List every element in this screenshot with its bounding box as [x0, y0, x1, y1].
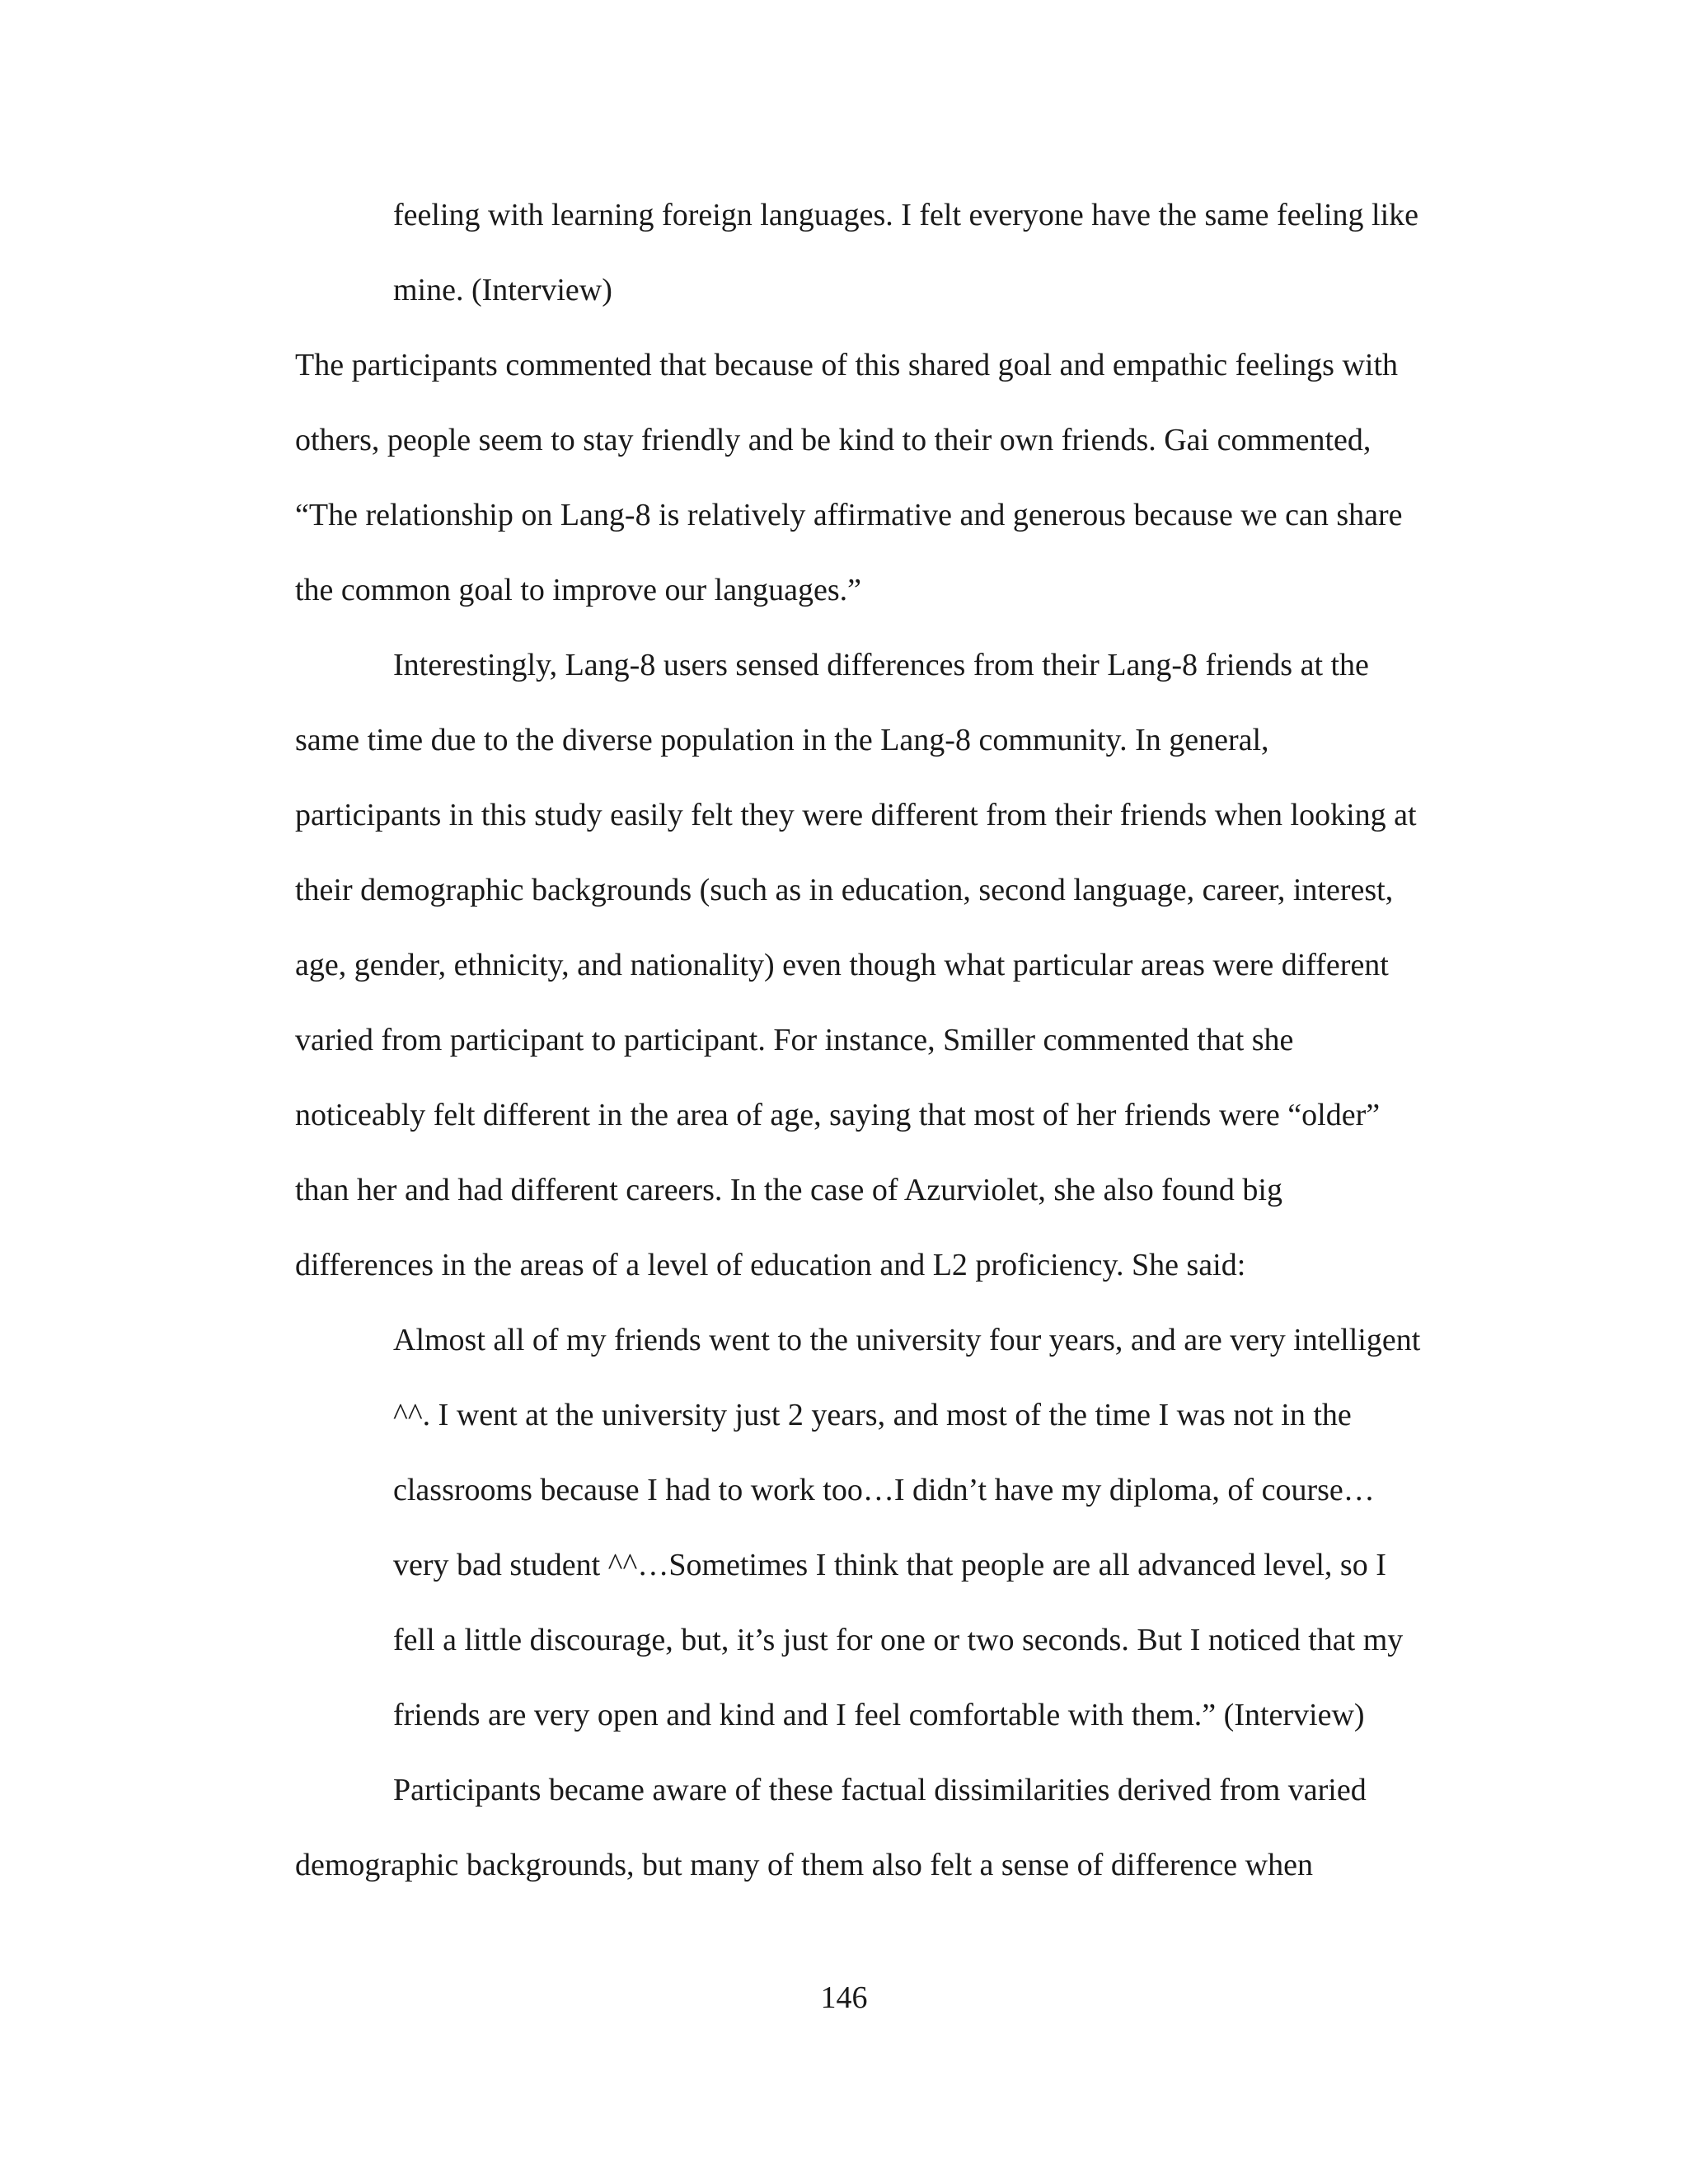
quote-line: ^^. I went at the university just 2 years, and most of the time I was not in the [393, 1398, 1352, 1432]
paragraph-first-line: Interestingly, Lang-8 users sensed differences from their Lang-8 friends at the [393, 648, 1369, 682]
quote-line: Almost all of my friends went to the university four years, and are very intelligent [393, 1323, 1421, 1357]
body-line: than her and had different careers. In the case of Azurviolet, she also found big [295, 1173, 1282, 1207]
body-line: their demographic backgrounds (such as in education, second language, career, interest, [295, 873, 1394, 907]
body-line: demographic backgrounds, but many of them also felt a sense of difference when [295, 1848, 1313, 1882]
body-line: The participants commented that because of this shared goal and empathic feelings with [295, 348, 1398, 382]
body-line: noticeably felt different in the area of age, saying that most of her friends were “older” [295, 1098, 1381, 1132]
body-line: differences in the areas of a level of education and L2 proficiency. She said: [295, 1248, 1246, 1282]
quote-line: classrooms because I had to work too…I didn’t have my diploma, of course… [393, 1473, 1375, 1507]
paragraph-first-line: Participants became aware of these factual dissimilarities derived from varied [393, 1773, 1367, 1807]
quote-line: friends are very open and kind and I feel comfortable with them.” (Interview) [393, 1698, 1365, 1732]
body-line: participants in this study easily felt they were different from their friends when looking at [295, 798, 1417, 832]
body-line: “The relationship on Lang-8 is relatively affirmative and generous because we can share [295, 498, 1403, 532]
quote-line: very bad student ^^…Sometimes I think that people are all advanced level, so I [393, 1548, 1386, 1582]
body-line: same time due to the diverse population in the Lang-8 community. In general, [295, 723, 1269, 757]
quote-line: mine. (Interview) [393, 273, 612, 307]
body-line: varied from participant to participant. For instance, Smiller commented that she [295, 1023, 1294, 1057]
body-line: others, people seem to stay friendly and be kind to their own friends. Gai commented, [295, 423, 1372, 457]
page-number: 146 [820, 1980, 868, 2015]
body-line: the common goal to improve our languages.” [295, 573, 861, 607]
quote-line: feeling with learning foreign languages. I felt everyone have the same feeling like [393, 198, 1418, 232]
quote-line: fell a little discourage, but, it’s just for one or two seconds. But I noticed that my [393, 1623, 1404, 1657]
body-line: age, gender, ethnicity, and nationality) even though what particular areas were different [295, 948, 1389, 982]
